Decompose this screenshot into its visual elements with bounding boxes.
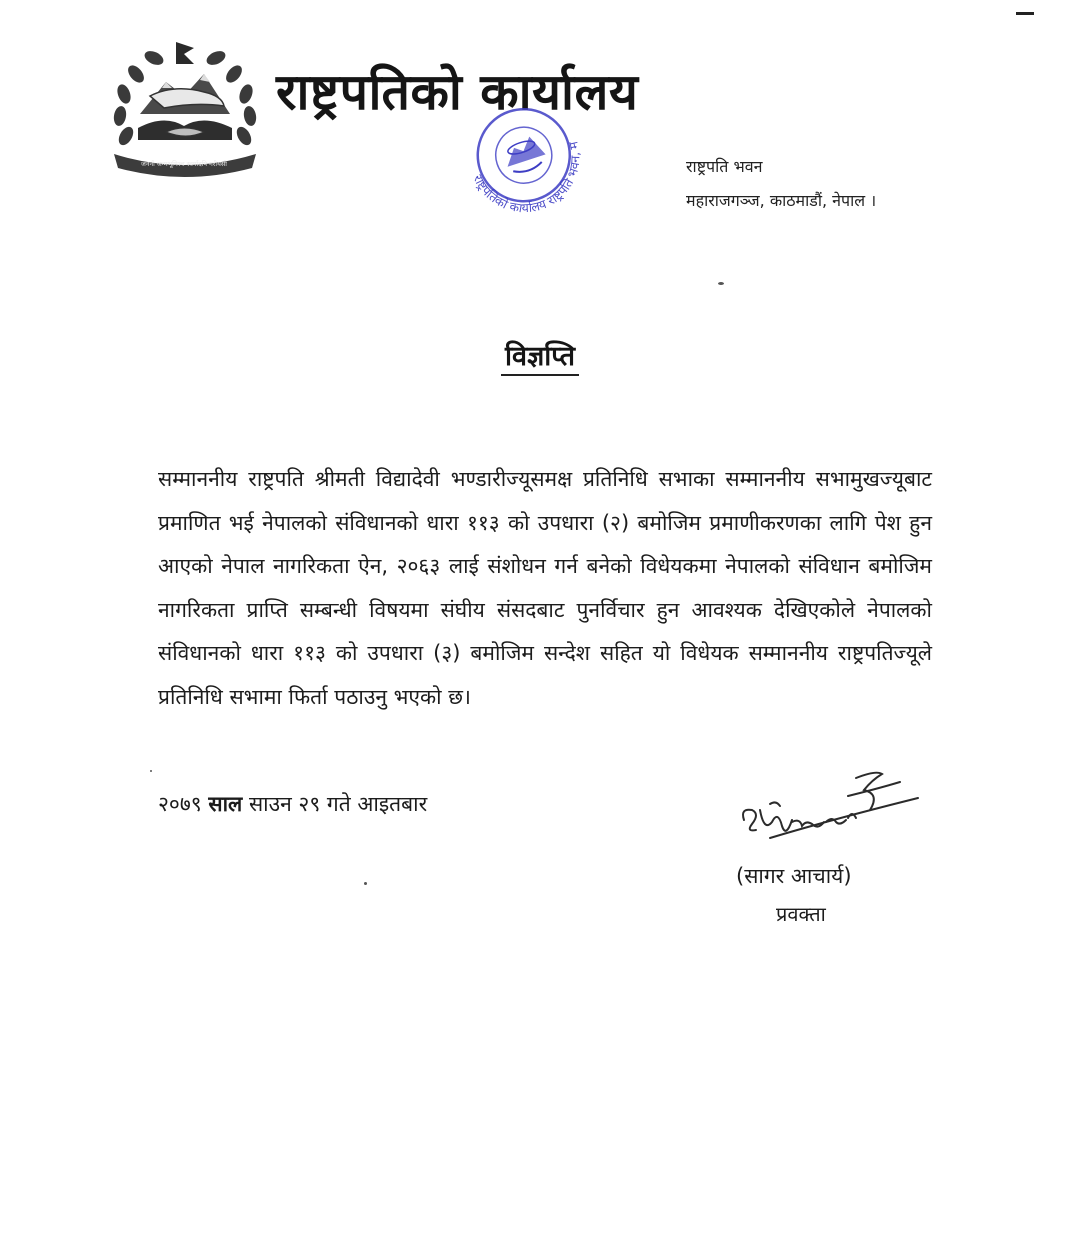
signatory-name: (सागर आचार्य) — [736, 864, 852, 888]
notice-heading-wrap — [0, 336, 1080, 373]
notice-body: सम्माननीय राष्ट्रपति श्रीमती विद्यादेवी भण्डारीज्यूसमक्ष प्रतिनिधि सभाका सम्माननीय सभामुखज्यूबाट प्रमाणित भई नेपालको संविधानको धारा ११३ को उपधारा (२) बमोजिम प्रमाणीकरणका लागि पेश हुन आएको नेपाल नागरिकता ऐन, २०६३ लाई संशोधन गर्न बनेको विधेयकमा नेपालको संविधान बमोजिम नागरिकता प्राप्ति सम्बन्धी विषयमा संघीय संसदबाट पुनर्विचार हुन आवश्यक देखिएकोले नेपालको संविधानको धारा ११३ को उपधारा (३) बमोजिम सन्देश सहित यो विधेयक सम्माननीय राष्ट्रपतिज्यूले प्रतिनिधि सभामा फिर्ता पठाउनु भएको छ। — [158, 467, 932, 709]
notice-heading: विज्ञप्ति — [501, 341, 579, 376]
nepal-coat-of-arms-icon — [104, 36, 264, 182]
date-line — [158, 790, 427, 818]
signatory-role: प्रवक्ता — [776, 902, 826, 926]
office-title: राष्ट्रपतिको कार्यालय — [276, 63, 639, 121]
corner-mark — [1016, 12, 1034, 15]
handwritten-signature-icon — [730, 760, 930, 870]
date-rest: साउन २९ गते आइतबार — [248, 792, 428, 816]
scan-speck — [150, 770, 152, 772]
address-line-1: राष्ट्रपति भवन — [686, 157, 763, 176]
office-address — [686, 150, 876, 218]
scan-speck — [364, 882, 367, 885]
seal-text: राष्ट्रपतिको कार्यालय राष्ट्रपति भवन, महाराजगञ्ज, — [470, 139, 583, 216]
office-seal-icon — [440, 95, 610, 223]
date-sal: साल — [208, 792, 243, 816]
address-line-2: महाराजगञ्ज, काठमाडौं, नेपाल । — [686, 191, 877, 210]
scan-speck — [718, 282, 724, 285]
date-year: २०७९ — [158, 792, 202, 816]
emblem-ribbon-text: जननी जन्मभूमिश्च स्वर्गादपि गरीयसी — [141, 160, 227, 168]
